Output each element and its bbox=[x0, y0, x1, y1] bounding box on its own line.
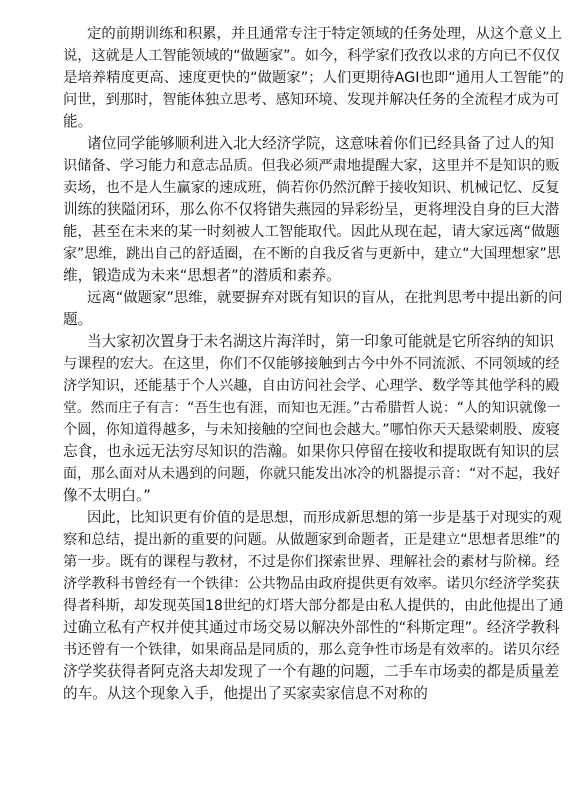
text-line: 因此，比知识更有价值的是思想，而形成新思想的第一步是基于对现实的观 bbox=[87, 510, 562, 526]
text-line: 是培养精度更高、速度更快的“做题家”；人们更期待AGI也即“通用人工智能”的 bbox=[63, 70, 564, 86]
text-line: 与课程的宏大。在这里，你们不仅能够接触到古今中外不同流派、不同领域的经 bbox=[63, 356, 560, 372]
text-line: 济学教科书曾经有一个铁律：公共物品由政府提供更有效率。诺贝尔经济学奖获 bbox=[63, 576, 560, 592]
text-line: 家”思维，跳出自己的舒适圈，在不断的自我反省与更新中，建立“大国理想家”思 bbox=[63, 246, 561, 262]
text-line: 书还曾有一个铁律，如果商品是同质的，那么竞争性市场是有效率的。诺贝尔经 bbox=[63, 642, 560, 658]
text-line: 卖场，也不是人生赢家的速成班，倘若你仍然沉醉于接收知识、机械记忆、反复 bbox=[63, 180, 560, 196]
text-line: 识储备、学习能力和意志品质。但我必须严肃地提醒大家，这里并不是知识的贩 bbox=[63, 158, 560, 174]
text-line: 像不太明白。” bbox=[63, 487, 151, 504]
text-line: 能，甚至在未来的某一时刻被人工智能取代。因此从现在起，请大家远离“做题 bbox=[63, 224, 560, 240]
text-line: 训练的狭隘闭环，那么你不仅将错失燕园的异彩纷呈，更将埋没自身的巨大潜 bbox=[63, 201, 560, 218]
text-line: 过确立私有产权并使其通过市场交易以解决外部性的“科斯定理”。经济学教科 bbox=[63, 619, 560, 636]
text-line: 维，锻造成为未来“思想者”的潜质和素养。 bbox=[63, 267, 341, 284]
text-line: 当大家初次置身于未名湖这片海洋时，第一印象可能就是它所容纳的知识 bbox=[87, 333, 555, 350]
text-line: 得者科斯，却发现英国18世纪的灯塔大部分都是由私人提供的，由此他提出了通 bbox=[63, 598, 564, 614]
text-line: 诸位同学能够顺利进入北大经济学院，这意味着你们已经具备了过人的知 bbox=[87, 135, 555, 152]
text-line: 济学知识，还能基于个人兴趣，自由访问社会学、心理学、数学等其他学科的殿 bbox=[63, 378, 560, 394]
text-line: 忘食，也永远无法穷尽知识的浩瀚。如果你只停留在接收和提取既有知识的层 bbox=[63, 443, 560, 460]
text-line: 察和总结，提出新的重要的问题。从做题家到命题者，正是建立“思想者思维”的 bbox=[63, 532, 561, 548]
text-line: 济学奖获得者阿克洛夫却发现了一个有趣的问题，二手车市场卖的都是质量差 bbox=[63, 663, 560, 680]
text-line: 能。 bbox=[63, 113, 93, 130]
text-line: 题。 bbox=[63, 311, 93, 328]
text-line: 的车。从这个现象入手，他提出了买家卖家信息不对称的 bbox=[63, 685, 428, 702]
text-line: 定的前期训练和积累，并且通常专注于特定领域的任务处理，从这个意义上 bbox=[87, 26, 562, 42]
text-line: 问世，到那时，智能体独立思考、感知环境、发现并解决任务的全流程才成为可 bbox=[63, 92, 560, 108]
text-line: 面，那么面对从未遇到的问题，你就只能发出冰冷的机器提示音：“对不起，我好 bbox=[63, 466, 561, 482]
text-line: 堂。然而庄子有言：“吾生也有涯，而知也无涯。”古希腊哲人说：“人的知识就像一 bbox=[63, 400, 561, 416]
text-line: 个圆，你知道得越多，与未知接触的空间也会越大。”哪怕你天天悬梁刺股、废寝 bbox=[63, 422, 560, 438]
text-line: 第一步。既有的课程与教材，不过是你们探索世界、理解社会的素材与阶梯。经 bbox=[63, 554, 560, 570]
text-line: 远离“做题家”思维，就要摒弃对既有知识的盲从，在批判思考中提出新的问 bbox=[87, 290, 563, 306]
text-line: 说，这就是人工智能领域的“做题家”。如今，科学家们孜孜以求的方向已不仅仅 bbox=[63, 48, 561, 64]
